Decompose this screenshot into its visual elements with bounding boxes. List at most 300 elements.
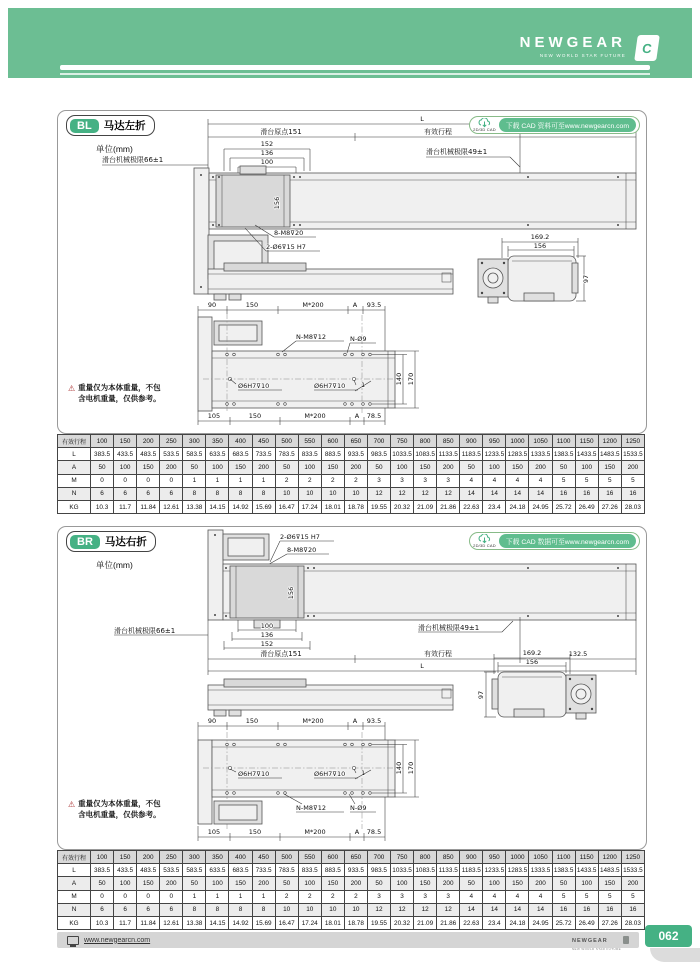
stroke-header-cell: 300 xyxy=(183,851,206,864)
spec-cell: 10 xyxy=(344,903,367,916)
spec-cell: 1183.5 xyxy=(460,448,483,461)
spec-cell: 25.72 xyxy=(552,500,575,513)
website-link[interactable]: www.newgearcn.com xyxy=(84,936,151,944)
spec-cell: 8 xyxy=(252,903,275,916)
stroke-header-cell: 400 xyxy=(229,851,252,864)
spec-cell: 8 xyxy=(229,903,252,916)
spec-cell: 1 xyxy=(206,890,229,903)
bl-cad-download-badge[interactable] xyxy=(469,116,640,134)
stroke-header-cell: 950 xyxy=(483,435,506,448)
spec-cell: 100 xyxy=(391,461,414,474)
stroke-header-cell: 200 xyxy=(137,851,160,864)
spec-cell: 3 xyxy=(391,474,414,487)
bl-badge xyxy=(66,115,155,136)
stroke-header-cell: 450 xyxy=(252,435,275,448)
bl-section-panel xyxy=(57,110,647,434)
spec-cell: 11.7 xyxy=(114,500,137,513)
spec-cell: 12 xyxy=(367,487,390,500)
bl-badge-title: 马达左折 xyxy=(103,120,146,132)
spec-cell: 16 xyxy=(598,903,621,916)
stroke-header-cell: 1150 xyxy=(575,435,598,448)
spec-cell: 1 xyxy=(206,474,229,487)
spec-cell: 683.5 xyxy=(229,864,252,877)
spec-cell: 8 xyxy=(229,487,252,500)
spec-cell: 433.5 xyxy=(114,448,137,461)
br-side-view xyxy=(208,679,453,716)
spec-cell: 1133.5 xyxy=(437,448,460,461)
svg-text:150: 150 xyxy=(245,717,259,725)
spec-cell: 683.5 xyxy=(229,448,252,461)
svg-text:150: 150 xyxy=(245,301,259,309)
spec-cell: 1183.5 xyxy=(460,864,483,877)
spec-cell: 150 xyxy=(598,877,621,890)
spec-cell: 3 xyxy=(437,890,460,903)
spec-cell: 12 xyxy=(391,487,414,500)
spec-cell: 150 xyxy=(414,877,437,890)
svg-text:N-Ø9: N-Ø9 xyxy=(350,804,367,812)
spec-cell: 1433.5 xyxy=(575,864,598,877)
svg-text:滑台原点151: 滑台原点151 xyxy=(260,128,302,136)
spec-cell: 150 xyxy=(137,877,160,890)
stroke-header-cell: 250 xyxy=(160,435,183,448)
svg-text:N-Ø9: N-Ø9 xyxy=(350,335,367,343)
spec-cell: 4 xyxy=(529,474,552,487)
svg-text:78.5: 78.5 xyxy=(366,828,382,836)
spec-cell: 14.92 xyxy=(229,916,252,929)
spec-cell: 4 xyxy=(529,890,552,903)
spec-cell: 200 xyxy=(160,877,183,890)
spec-cell: 883.5 xyxy=(321,864,344,877)
spec-cell: 483.5 xyxy=(137,864,160,877)
spec-cell: 4 xyxy=(483,474,506,487)
stroke-header-cell: 150 xyxy=(114,435,137,448)
spec-cell: 1 xyxy=(183,890,206,903)
spec-cell: 200 xyxy=(344,877,367,890)
stroke-header-cell: 150 xyxy=(114,851,137,864)
spec-cell: 15.69 xyxy=(252,916,275,929)
svg-text:A: A xyxy=(352,301,358,309)
spec-cell: 100 xyxy=(206,877,229,890)
brand-name: NEWGEAR xyxy=(519,34,626,51)
spec-cell: 0 xyxy=(137,474,160,487)
spec-cell: 10 xyxy=(344,487,367,500)
spec-cell: 13.38 xyxy=(183,916,206,929)
svg-text:100: 100 xyxy=(260,622,274,630)
svg-text:M*200: M*200 xyxy=(304,412,326,420)
row-label: L xyxy=(58,448,91,461)
spec-cell: 24.95 xyxy=(529,916,552,929)
svg-text:100: 100 xyxy=(260,158,274,166)
spec-row-kg xyxy=(58,500,645,513)
spec-cell: 200 xyxy=(621,461,644,474)
stroke-header-cell: 200 xyxy=(137,435,160,448)
spec-cell: 12.61 xyxy=(160,916,183,929)
spec-cell: 833.5 xyxy=(298,864,321,877)
spec-cell: 16 xyxy=(575,487,598,500)
svg-text:8-M8⊽20: 8-M8⊽20 xyxy=(287,546,317,554)
br-warning-line1: 重量仅为本体重量，不包 xyxy=(78,799,161,808)
spec-cell: 2 xyxy=(298,890,321,903)
spec-cell: 1033.5 xyxy=(391,864,414,877)
spec-cell: 26.49 xyxy=(575,500,598,513)
spec-cell: 5 xyxy=(552,474,575,487)
br-top-view xyxy=(214,534,636,663)
br-unit-label: 单位(mm) xyxy=(96,560,133,570)
bl-badge-code: BL xyxy=(70,119,99,133)
spec-cell: 16 xyxy=(575,903,598,916)
spec-cell: 150 xyxy=(321,461,344,474)
svg-text:滑台机械极限66±1: 滑台机械极限66±1 xyxy=(102,156,164,164)
spec-cell: 12.61 xyxy=(160,500,183,513)
spec-cell: 6 xyxy=(114,487,137,500)
br-cad-download-badge[interactable] xyxy=(469,532,640,550)
spec-cell: 23.4 xyxy=(483,916,506,929)
spec-cell: 14 xyxy=(529,487,552,500)
spec-cell: 3 xyxy=(391,890,414,903)
spec-cell: 10 xyxy=(275,487,298,500)
spec-cell: 27.26 xyxy=(598,500,621,513)
stroke-header-cell: 1250 xyxy=(621,851,644,864)
spec-cell: 50 xyxy=(275,877,298,890)
stroke-header-label: 有效行程 xyxy=(58,435,91,448)
spec-cell: 50 xyxy=(183,461,206,474)
row-label: M xyxy=(58,474,91,487)
spec-cell: 1383.5 xyxy=(552,864,575,877)
spec-cell: 2 xyxy=(275,474,298,487)
svg-text:A: A xyxy=(352,717,358,725)
spec-cell: 100 xyxy=(114,461,137,474)
svg-text:105: 105 xyxy=(207,412,221,420)
spec-cell: 583.5 xyxy=(183,448,206,461)
br-section-panel xyxy=(57,526,647,850)
spec-cell: 50 xyxy=(91,461,114,474)
br-spec-table xyxy=(57,850,645,930)
spec-cell: 1 xyxy=(252,474,275,487)
spec-cell: 6 xyxy=(137,903,160,916)
spec-cell: 1383.5 xyxy=(552,448,575,461)
spec-cell: 14 xyxy=(483,903,506,916)
spec-cell: 10 xyxy=(298,487,321,500)
spec-cell: 5 xyxy=(552,890,575,903)
header-banner xyxy=(8,8,692,78)
spec-cell: 14.15 xyxy=(206,916,229,929)
spec-cell: 1 xyxy=(252,890,275,903)
spec-cell: 50 xyxy=(183,877,206,890)
stroke-header-cell: 1250 xyxy=(621,435,644,448)
spec-cell: 150 xyxy=(506,461,529,474)
spec-cell: 13.38 xyxy=(183,500,206,513)
spec-cell: 633.5 xyxy=(206,864,229,877)
spec-cell: 4 xyxy=(460,890,483,903)
page-number-badge: 062 xyxy=(645,925,692,947)
spec-cell: 150 xyxy=(414,461,437,474)
footer-bar xyxy=(57,932,639,951)
spec-cell: 1533.5 xyxy=(621,864,644,877)
br-badge-title: 马达右折 xyxy=(104,536,147,548)
spec-cell: 50 xyxy=(91,877,114,890)
spec-cell: 200 xyxy=(252,461,275,474)
spec-cell: 833.5 xyxy=(298,448,321,461)
br-plan-view xyxy=(198,717,419,841)
svg-text:2-Ø6⊽15 H7: 2-Ø6⊽15 H7 xyxy=(280,533,320,541)
spec-cell: 16.47 xyxy=(275,916,298,929)
spec-cell: 483.5 xyxy=(137,448,160,461)
svg-text:140: 140 xyxy=(395,761,403,775)
spec-row-n xyxy=(58,903,645,916)
stroke-header-cell: 1100 xyxy=(552,435,575,448)
spec-cell: 633.5 xyxy=(206,448,229,461)
spec-cell: 6 xyxy=(137,487,160,500)
spec-cell: 23.4 xyxy=(483,500,506,513)
cad-download-cloud-icon: 2D/3D CAD xyxy=(473,118,496,132)
svg-text:156: 156 xyxy=(287,586,295,600)
spec-cell: 100 xyxy=(206,461,229,474)
banner-stripe-thin xyxy=(60,73,650,76)
stroke-header-cell: 100 xyxy=(91,435,114,448)
stroke-header-cell: 800 xyxy=(414,851,437,864)
stroke-header-cell: 600 xyxy=(321,851,344,864)
spec-cell: 11.84 xyxy=(137,916,160,929)
spec-cell: 783.5 xyxy=(275,448,298,461)
spec-cell: 1333.5 xyxy=(529,448,552,461)
spec-cell: 11.84 xyxy=(137,500,160,513)
svg-text:132.5: 132.5 xyxy=(568,650,588,658)
spec-cell: 25.72 xyxy=(552,916,575,929)
spec-cell: 2 xyxy=(321,474,344,487)
spec-cell: 4 xyxy=(483,890,506,903)
spec-cell: 200 xyxy=(529,877,552,890)
svg-text:M*200: M*200 xyxy=(304,828,326,836)
spec-cell: 2 xyxy=(344,474,367,487)
spec-cell: 50 xyxy=(460,461,483,474)
spec-cell: 16.47 xyxy=(275,500,298,513)
svg-text:滑台机械极限49±1: 滑台机械极限49±1 xyxy=(426,148,488,156)
spec-cell: 5 xyxy=(598,474,621,487)
spec-cell: 150 xyxy=(229,461,252,474)
spec-cell: 150 xyxy=(229,877,252,890)
brand-tagline: NEW WORLD STAR FUTURE xyxy=(539,53,626,58)
spec-cell: 50 xyxy=(367,877,390,890)
spec-cell: 14 xyxy=(529,903,552,916)
spec-cell: 6 xyxy=(160,903,183,916)
spec-cell: 5 xyxy=(598,890,621,903)
row-label: KG xyxy=(58,916,91,929)
stroke-header-cell: 1000 xyxy=(506,435,529,448)
spec-cell: 50 xyxy=(275,461,298,474)
spec-cell: 3 xyxy=(367,474,390,487)
stroke-header-cell: 550 xyxy=(298,851,321,864)
br-bottom-dimensions xyxy=(114,620,636,675)
spec-cell: 21.09 xyxy=(414,500,437,513)
spec-cell: 10 xyxy=(321,903,344,916)
spec-cell: 8 xyxy=(183,487,206,500)
stroke-header-cell: 500 xyxy=(275,435,298,448)
br-warning-line2: 含电机重量，仅供参考。 xyxy=(78,809,161,819)
spec-cell: 12 xyxy=(437,487,460,500)
spec-cell: 18.01 xyxy=(321,500,344,513)
row-label: KG xyxy=(58,500,91,513)
spec-cell: 16 xyxy=(598,487,621,500)
spec-cell: 383.5 xyxy=(91,448,114,461)
spec-cell: 20.32 xyxy=(391,916,414,929)
spec-cell: 50 xyxy=(460,877,483,890)
spec-cell: 733.5 xyxy=(252,864,275,877)
svg-text:170: 170 xyxy=(407,761,415,775)
svg-text:有效行程: 有效行程 xyxy=(424,650,452,658)
spec-cell: 16 xyxy=(621,903,644,916)
stroke-header-cell: 1050 xyxy=(529,851,552,864)
stroke-header-cell: 650 xyxy=(344,435,367,448)
spec-cell: 5 xyxy=(621,474,644,487)
spec-cell: 983.5 xyxy=(367,448,390,461)
svg-text:97: 97 xyxy=(582,274,590,284)
svg-text:N-M8⊽12: N-M8⊽12 xyxy=(296,333,326,341)
spec-row-a xyxy=(58,877,645,890)
spec-cell: 583.5 xyxy=(183,864,206,877)
spec-cell: 24.95 xyxy=(529,500,552,513)
spec-cell: 11.7 xyxy=(114,916,137,929)
cad-download-cloud-icon: 2D/3D CAD xyxy=(473,534,496,548)
spec-cell: 933.5 xyxy=(344,864,367,877)
stroke-header-cell: 1000 xyxy=(506,851,529,864)
spec-cell: 200 xyxy=(252,877,275,890)
spec-cell: 1233.5 xyxy=(483,448,506,461)
spec-cell: 200 xyxy=(160,461,183,474)
spec-cell: 2 xyxy=(275,890,298,903)
spec-cell: 19.55 xyxy=(367,916,390,929)
svg-text:136: 136 xyxy=(260,149,274,157)
spec-cell: 3 xyxy=(414,890,437,903)
stroke-header-cell: 550 xyxy=(298,435,321,448)
svg-text:1: 1 xyxy=(361,381,366,389)
spec-cell: 5 xyxy=(575,474,598,487)
spec-cell: 3 xyxy=(437,474,460,487)
warning-triangle-icon: ⚠ xyxy=(68,384,76,393)
stroke-header-cell: 400 xyxy=(229,435,252,448)
svg-text:Ø6H7⊽10: Ø6H7⊽10 xyxy=(238,382,270,390)
row-label: N xyxy=(58,487,91,500)
svg-text:1: 1 xyxy=(361,769,366,777)
spec-cell: 18.78 xyxy=(344,916,367,929)
bl-cross-section xyxy=(478,233,590,303)
row-label: M xyxy=(58,890,91,903)
spec-cell: 150 xyxy=(598,461,621,474)
stroke-header-cell: 500 xyxy=(275,851,298,864)
spec-cell: 1133.5 xyxy=(437,864,460,877)
spec-cell: 6 xyxy=(91,487,114,500)
spec-row-a xyxy=(58,461,645,474)
spec-cell: 14.92 xyxy=(229,500,252,513)
row-label: L xyxy=(58,864,91,877)
spec-cell: 100 xyxy=(114,877,137,890)
br-cad-note: 下载 CAD 数据可至www.newgearcn.com xyxy=(499,534,636,548)
spec-cell: 16 xyxy=(552,903,575,916)
spec-cell: 14 xyxy=(483,487,506,500)
spec-cell: 24.18 xyxy=(506,500,529,513)
spec-cell: 0 xyxy=(137,890,160,903)
svg-text:93.5: 93.5 xyxy=(366,717,382,725)
svg-text:8-M8⊽20: 8-M8⊽20 xyxy=(274,229,304,237)
svg-text:L: L xyxy=(420,662,424,670)
spec-cell: 10.3 xyxy=(91,500,114,513)
bl-warning-line2: 含电机重量，仅供参考。 xyxy=(78,393,161,403)
spec-row-m xyxy=(58,890,645,903)
bl-warning-line1: 重量仅为本体重量，不包 xyxy=(78,383,161,392)
svg-text:A: A xyxy=(354,828,360,836)
svg-text:105: 105 xyxy=(207,828,221,836)
spec-cell: 1083.5 xyxy=(414,448,437,461)
spec-cell: 383.5 xyxy=(91,864,114,877)
spec-row-kg xyxy=(58,916,645,929)
spec-cell: 0 xyxy=(91,474,114,487)
spec-cell: 4 xyxy=(506,890,529,903)
stroke-header-cell: 900 xyxy=(460,851,483,864)
br-callouts xyxy=(264,533,334,567)
bl-side-view xyxy=(208,263,453,300)
br-weight-warning xyxy=(68,799,161,821)
brand-logo xyxy=(520,34,626,58)
spec-cell: 8 xyxy=(252,487,275,500)
svg-text:156: 156 xyxy=(525,658,539,666)
spec-cell: 8 xyxy=(206,487,229,500)
stroke-header-cell: 1150 xyxy=(575,851,598,864)
stroke-header-cell: 250 xyxy=(160,851,183,864)
spec-row-l xyxy=(58,864,645,877)
svg-text:150: 150 xyxy=(248,412,262,420)
svg-text:152: 152 xyxy=(260,140,274,148)
spec-cell: 5 xyxy=(621,890,644,903)
spec-cell: 1333.5 xyxy=(529,864,552,877)
spec-cell: 4 xyxy=(506,474,529,487)
spec-cell: 10.3 xyxy=(91,916,114,929)
svg-text:156: 156 xyxy=(273,196,281,210)
stroke-header-cell: 1100 xyxy=(552,851,575,864)
stroke-header-cell: 350 xyxy=(206,435,229,448)
spec-cell: 200 xyxy=(437,461,460,474)
spec-cell: 200 xyxy=(437,877,460,890)
spec-cell: 1483.5 xyxy=(598,864,621,877)
spec-cell: 3 xyxy=(367,890,390,903)
spec-cell: 200 xyxy=(529,461,552,474)
spec-cell: 933.5 xyxy=(344,448,367,461)
footer-brand-name: NEWGEAR xyxy=(571,938,608,944)
spec-cell: 12 xyxy=(414,903,437,916)
spec-cell: 1533.5 xyxy=(621,448,644,461)
spec-cell: 17.24 xyxy=(298,500,321,513)
spec-cell: 100 xyxy=(298,461,321,474)
spec-cell: 533.5 xyxy=(160,448,183,461)
spec-cell: 12 xyxy=(437,903,460,916)
spec-cell: 26.49 xyxy=(575,916,598,929)
stroke-header-row xyxy=(58,435,645,448)
spec-cell: 2 xyxy=(321,890,344,903)
stroke-header-cell: 450 xyxy=(252,851,275,864)
spec-cell: 1 xyxy=(229,890,252,903)
spec-cell: 10 xyxy=(275,903,298,916)
stroke-header-cell: 750 xyxy=(391,435,414,448)
spec-cell: 0 xyxy=(114,474,137,487)
spec-cell: 200 xyxy=(621,877,644,890)
stroke-header-cell: 750 xyxy=(391,851,414,864)
stroke-header-label: 有效行程 xyxy=(58,851,91,864)
svg-text:Ø6H7⊽10: Ø6H7⊽10 xyxy=(314,770,346,778)
spec-cell: 150 xyxy=(506,877,529,890)
spec-cell: 150 xyxy=(137,461,160,474)
newgear-logo-icon: C xyxy=(634,35,660,61)
row-label: A xyxy=(58,461,91,474)
spec-cell: 100 xyxy=(575,877,598,890)
spec-cell: 433.5 xyxy=(114,864,137,877)
